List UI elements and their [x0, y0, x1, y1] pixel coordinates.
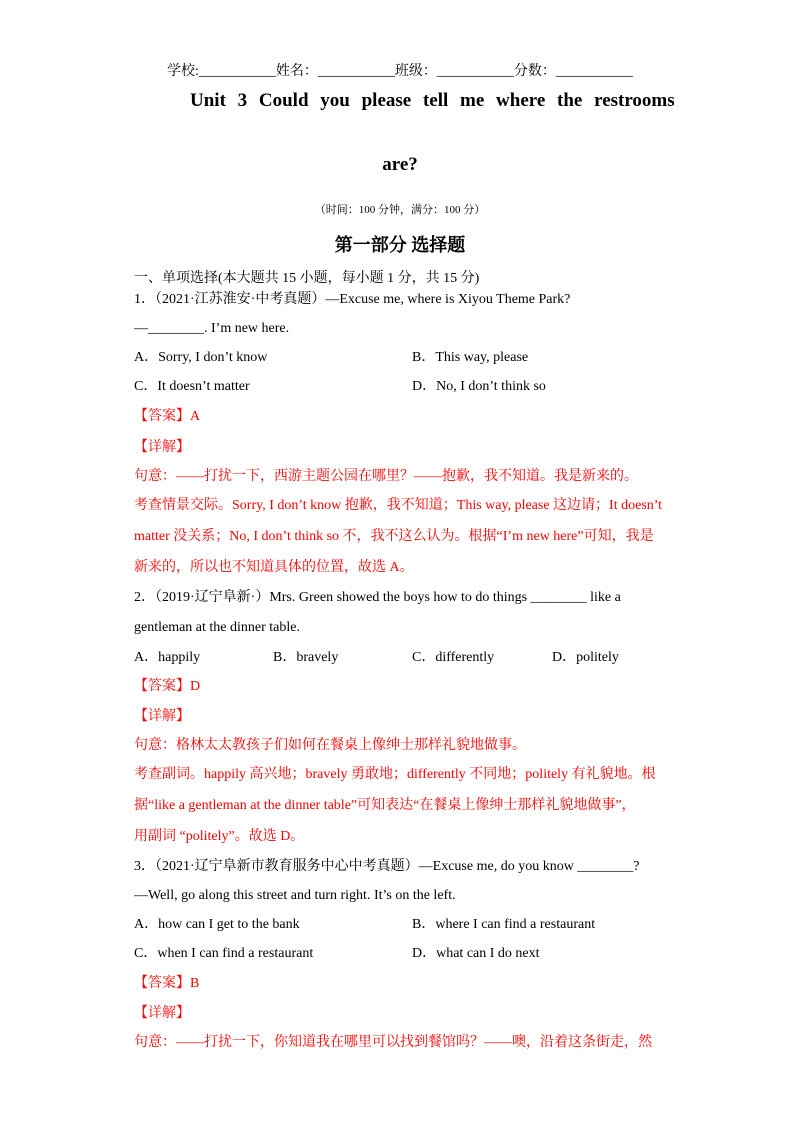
question-1-option-a: A．Sorry, I don’t know	[134, 350, 268, 365]
question-3-option-b: B．where I can find a restaurant	[412, 917, 596, 932]
question-2-explanation-1: 句意：格林太太教孩子们如何在餐桌上像绅士那样礼貌地做事。	[134, 738, 526, 753]
question-2-stem-2: gentleman at the dinner table.	[134, 620, 300, 635]
question-1-answer: 【答案】A	[134, 409, 201, 424]
question-3-answer: 【答案】B	[134, 976, 200, 991]
question-3-stem-2: —Well, go along this street and turn right. It’s on the left.	[134, 888, 456, 903]
question-2-stem: 2．（2019·辽宁阜新·）Mrs. Green showed the boys how to do things ________ like a	[134, 590, 621, 605]
question-1-option-b: B．This way, please	[412, 350, 529, 365]
question-2-explanation-4: 用副词 “politely”。故选 D。	[134, 829, 305, 844]
part-title: 第一部分 选择题	[334, 235, 466, 255]
question-2-option-d: D．politely	[552, 650, 619, 665]
title-line-2: are?	[382, 154, 418, 175]
question-3-detail-label: 【详解】	[134, 1006, 190, 1021]
question-1-explanation-4: 新来的，所以也不知道具体的位置，故选 A。	[134, 560, 414, 575]
question-3-stem: 3．（2021·辽宁阜新市教育服务中心中考真题）—Excuse me, do you know ________?	[134, 859, 640, 874]
question-2-option-a: A．happily	[134, 650, 201, 665]
question-1-option-c: C．It doesn’t matter	[134, 379, 250, 394]
question-2-explanation-3: 据“like a gentleman at the dinner table”可知表达“在餐桌上像绅士那样礼貌地做事”，	[134, 798, 636, 813]
question-1-stem: 1．（2021·江苏淮安·中考真题）—Excuse me, where is Xiyou Theme Park?	[134, 292, 571, 307]
question-2-answer: 【答案】D	[134, 679, 201, 694]
question-1-stem-2: —________. I’m new here.	[134, 321, 290, 336]
question-3-option-d: D．what can I do next	[412, 946, 540, 961]
question-3-option-c: C．when I can find a restaurant	[134, 946, 314, 961]
section-heading: 一、单项选择(本大题共 15 小题，每小题 1 分，共 15 分)	[134, 271, 480, 286]
question-2-option-b: B．bravely	[273, 650, 339, 665]
question-1-option-d: D．No, I don’t think so	[412, 379, 546, 394]
question-1-detail-label: 【详解】	[134, 440, 190, 455]
question-1-explanation-2: 考查情景交际。Sorry, I don’t know 抱歉，我不知道；This way, please 这边请；It doesn’t	[134, 498, 663, 513]
title-line-1: Unit 3 Could you please tell me where the restrooms	[190, 90, 675, 111]
question-3-explanation-1: 句意：——打扰一下，你知道我在哪里可以找到餐馆吗？——噢，沿着这条街走，然	[134, 1035, 652, 1050]
question-1-explanation-3: matter 没关系；No, I don’t think so 不，我不这么认为。根据“I’m new here”可知，我是	[134, 529, 654, 544]
question-1-explanation-1: 句意：——打扰一下，西游主题公园在哪里？——抱歉，我不知道。我是新来的。	[134, 469, 638, 484]
student-info-line: 学校:___________姓名：___________班级：___________分数：___________	[167, 64, 633, 79]
question-2-option-c: C．differently	[412, 650, 495, 665]
question-2-explanation-2: 考查副词。happily 高兴地；bravely 勇敢地；differently 不同地；politely 有礼貌地。根	[134, 767, 656, 782]
question-3-option-a: A．how can I get to the bank	[134, 917, 300, 932]
exam-subtitle: （时间：100 分钟，满分：100 分）	[314, 204, 486, 216]
question-2-detail-label: 【详解】	[134, 709, 190, 724]
